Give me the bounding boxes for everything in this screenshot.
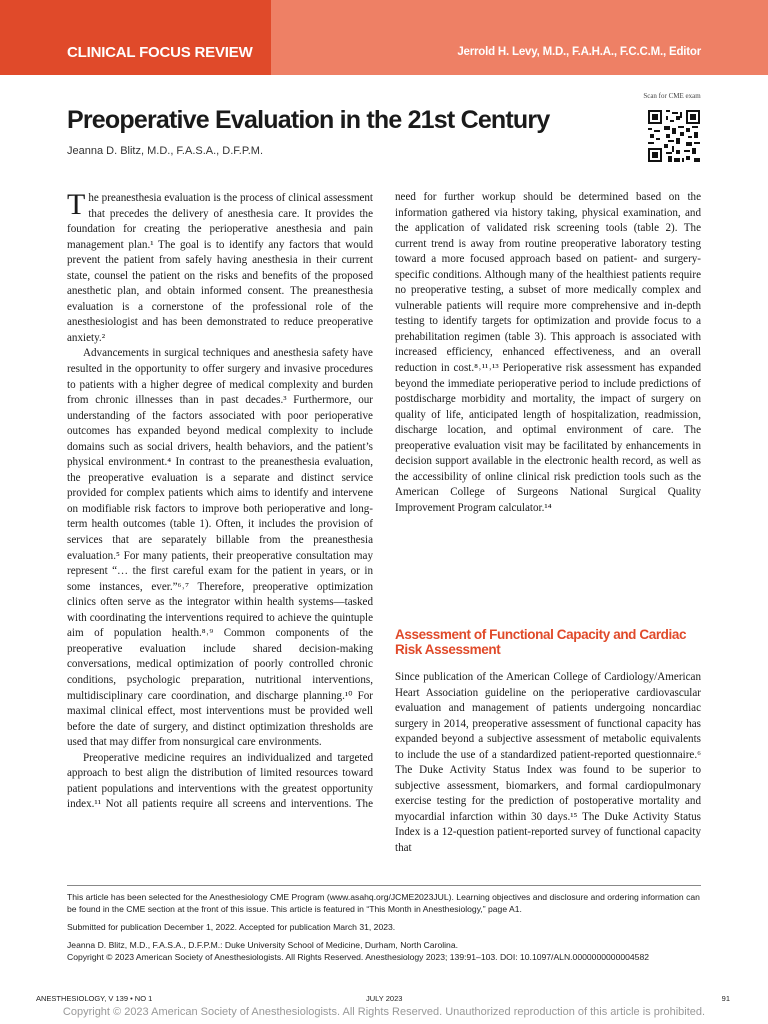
body-column-right	[395, 191, 701, 857]
footnotes	[67, 891, 701, 969]
paragraph-continuation	[395, 190, 701, 610]
section-gap	[395, 610, 701, 627]
section-heading: Assessment of Functional Capacity and Cardiac Risk Assessment	[395, 627, 687, 657]
paragraph-intro-text: he preanesthesia evaluation is the process of clinical assessment that precedes the delivery of anesthesia care. It provides the foundation for creating the perioperative anesthesia and pain management plan.¹ The goal is to identify any factors that would prevent the patient from safely having anesthesia in their current state, counsel the patient on the risks and benefits of the proposed anesthetic plan, and obtain informed consent. The preanesthesia evaluation is a cornerstone of the professional role of the anesthesiologist and has been demonstrated to reduce preoperative anxiety.²	[67, 192, 373, 344]
drop-cap: T	[67, 188, 86, 221]
paragraph-functional-capacity: Since publication of the American College of Cardiology/American Heart Association guideline on the perioperative cardiovascular evaluation and management of patients undergoing noncardiac surgery in 2014, preoperative assessment of functional capacity has expanded beyond a subjective assessment of metabolic equivalents to include the use of a standardized patient-reported questionnaire.⁶ The Duke Activity Status Index was found to be superior to subjective assessment, biomarkers, and formal cardiopulmonary exercise testing for the prediction of postoperative mortality and myocardial infarction within 30 days.¹⁵ The Duke Activity Status Index is a 12-question patient-reported survey of functional capacity that	[395, 671, 701, 855]
copyright-watermark: Copyright © 2023 American Society of Anesthesiologists. All Rights Reserved. Unauthorized reproduction of this article is prohibited.	[62, 1006, 706, 1018]
paragraph-advancements: Advancements in surgical techniques and anesthesia safety have resulted in the opportunity to offer surgery and invasive procedures to patients with a higher degree of medical complexity and burden from chronic illnesses than in past decades.³ Furthermore, our understanding of the factors associated with poor perioperative outcomes has expanded beyond medical complexity to include domains such as social drivers, health behaviors, and the patient’s physical environment.⁴ In contrast to the preanesthesia evaluation, the preoperative evaluation is a separate and distinct service provided for complex patients which aims to identify and intervene on modifiable risk factors to improve both perioperative and long-term health outcomes (table 1). Often, it includes the provision of services that are separately billable from the preanesthesia evaluation.⁵ For many patients, their preoperative consultation may represent “… the first careful exam for the patient in years, or in some instances, ever.”⁶˒⁷ Therefore, preoperative optimization clinics often serve as the integrator within health systems—tasked with coordinating the interventions required to achieve the quintuple aim of population health.⁸˒⁹ Common components of the preoperative evaluation include shared decision-making conversations, medical optimization of poorly controlled chronic conditions, psychologic preparation, nutritional interventions, multidisciplinary care coordination, and discharge planning.¹⁰ For maximal clinical effect, most interventions must be provided well before the date of surgery, and distinct optimization thresholds are used that may differ from nonsurgical care environments.	[67, 347, 373, 749]
banner-right-block	[271, 0, 768, 75]
banner-left-block	[0, 0, 271, 75]
affiliation-note: Jeanna D. Blitz, M.D., F.A.S.A., D.F.P.M.: Duke University School of Medicine, Durham, North Carolina.	[67, 940, 458, 950]
journal-issue: ANESTHESIOLOGY, V 139 • NO 1	[36, 994, 153, 1003]
qr-caption: Scan for CME exam	[643, 92, 701, 100]
paragraph-continuation-text: need for further workup should be determined based on the information gathered via history taking, physical examination, and the application of validated risk screening tools (table 2). The current trend is away from routine preoperative laboratory testing toward a more focused approach based on patient- and surgery-specific conditions. Although many of the healthiest patients require no preoperative testing, a subset of more medically complex and vulnerable patients will require more comprehensive and in-depth testing to identify targets for optimization and provide focus to a prehabilitation regimen (table 3). This approach is associated with increased efficiency, enhanced effectiveness, and an overall reduction in cost.⁸˒¹¹˒¹³ Perioperative risk assessment has expanded beyond the immediate perioperative period to include predictions of postdischarge morbidity and mortality, the impact of surgery on quality of life, anticipated length of hospitalization, readmission, discharge location, and optimal environment of care. The preoperative evaluation visit may be facilitated by enhancements in decision support available in the electronic health record, as well as the accessibility of online clinical risk prediction tools such as the American College of Surgeons National Surgical Quality Improvement Program calculator.¹⁴	[395, 191, 701, 514]
submission-note: Submitted for publication December 1, 2022. Accepted for publication March 31, 2023.	[67, 922, 396, 932]
header-banner	[0, 0, 768, 75]
article-author: Jeanna D. Blitz, M.D., F.A.S.A., D.F.P.M.	[67, 145, 264, 157]
section-label: CLINICAL FOCUS REVIEW	[67, 44, 253, 61]
cme-note: This article has been selected for the Anesthesiology CME Program (www.asahq.org/JCME2023JUL). Learning objectives and disclosure and ordering information can be found in the CME section at the front of this issue. This article is featured in “This Month in Anesthesiology,” page A1.	[67, 892, 700, 914]
page-number: 91	[721, 994, 730, 1003]
article-title: Preoperative Evaluation in the 21st Century	[67, 106, 550, 134]
footnote-divider	[67, 885, 701, 886]
editor-credit: Jerrold H. Levy, M.D., F.A.H.A., F.C.C.M., Editor	[457, 46, 701, 58]
body-column-left	[67, 188, 373, 813]
paragraph-intro	[67, 188, 373, 346]
paragraph-preoperative-medicine: Preoperative medicine requires an individualized and targeted approach to best align the distribution of limited resources toward patient populations and interventions with the greatest opportunity index.¹¹ Not all patients require all screens and interventions. The	[67, 751, 373, 811]
copyright-note: Copyright © 2023 American Society of Anesthesiologists. All Rights Reserved. Anesthesiology 2023; 139:91–103. DOI: 10.1097/ALN.0000000000004582	[67, 952, 650, 962]
qr-code-icon[interactable]	[648, 110, 700, 162]
issue-date: JULY 2023	[366, 994, 403, 1003]
